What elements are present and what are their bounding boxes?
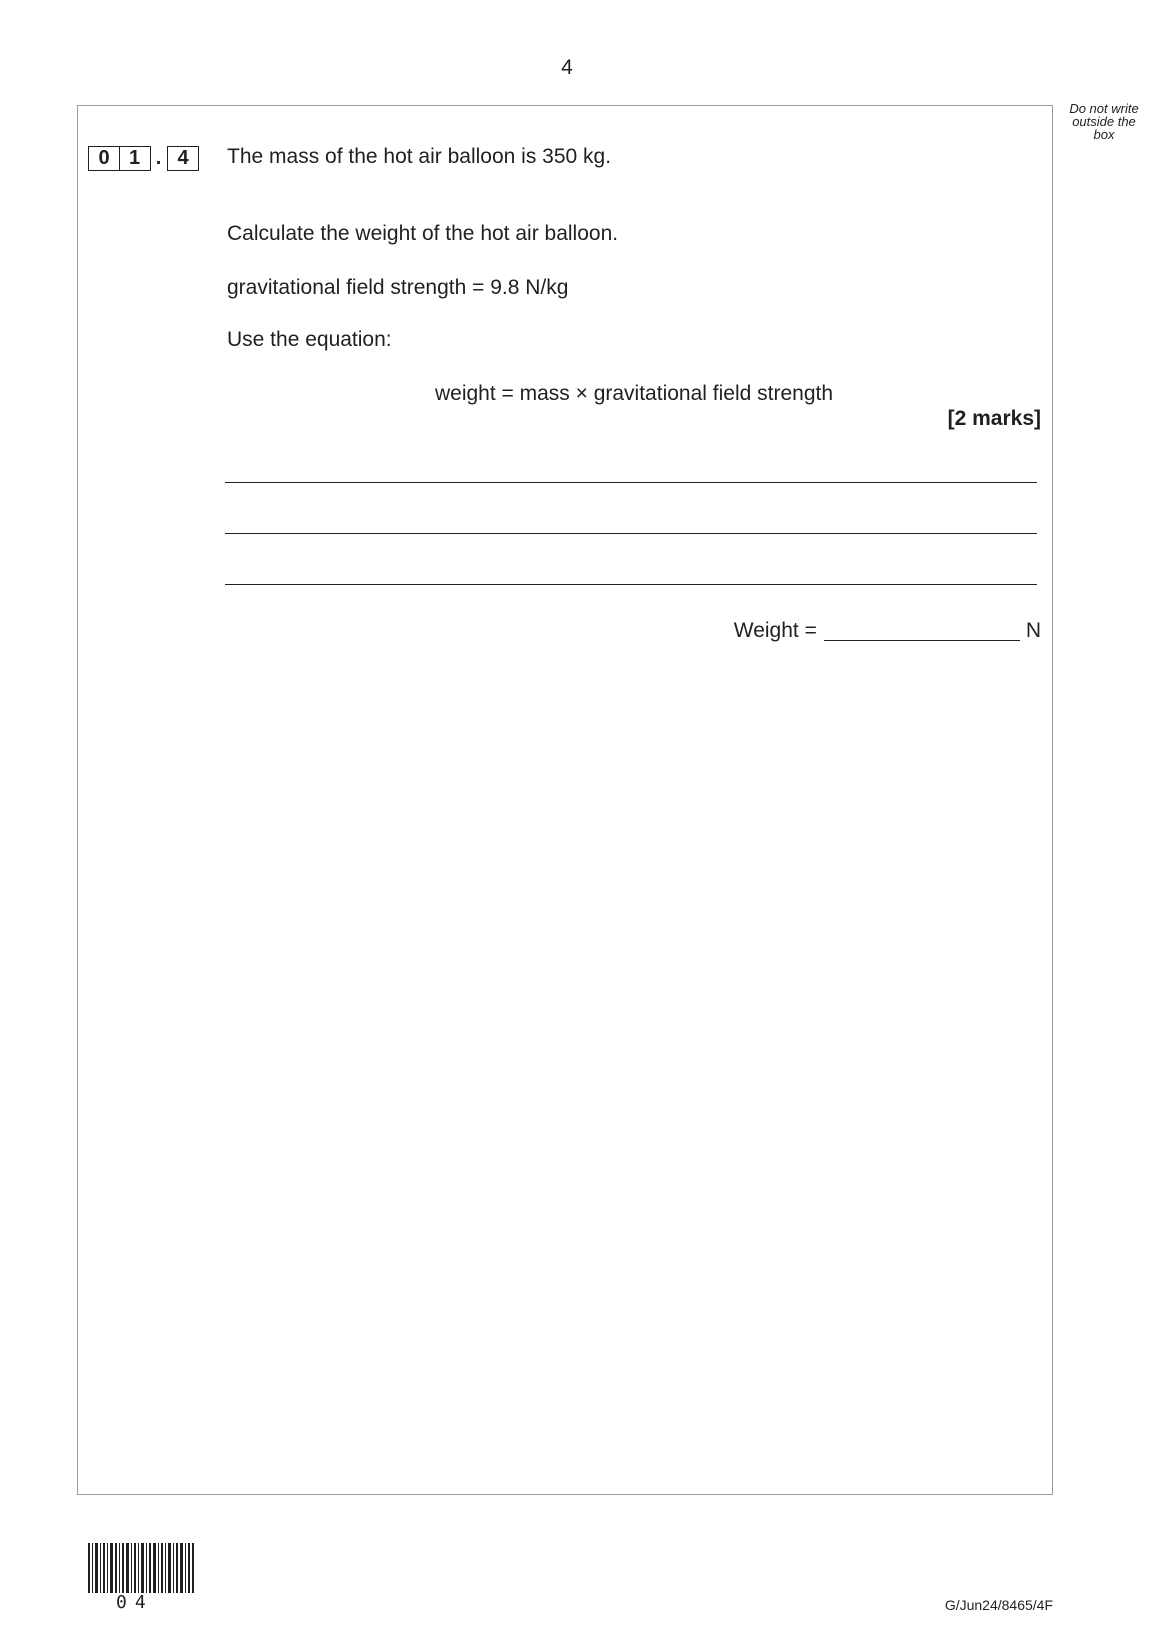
question-number-digit-1: 0 [88,146,120,171]
barcode-digits: 04 [116,1592,154,1613]
answer-label: Weight = [733,619,817,642]
question-stem: The mass of the hot air balloon is 350 kg. [227,145,612,168]
question-number-digit-3: 4 [167,146,199,171]
working-line-2[interactable] [225,533,1037,534]
answer-blank[interactable] [824,622,1020,641]
question-number-digit-2: 1 [119,146,151,171]
use-equation-label: Use the equation: [227,328,392,351]
given-value: gravitational field strength = 9.8 N/kg [227,276,569,299]
answer-box-border [77,105,1053,1495]
margin-note-line-3: box [1093,127,1115,142]
margin-note-line-1: Do not write [1069,101,1139,116]
paper-code: G/Jun24/8465/4F [944,1597,1053,1613]
question-number-separator: . [155,147,162,169]
answer-unit: N [1025,619,1041,642]
page-number: 4 [561,56,573,79]
equation: weight = mass × gravitational field strength [434,382,834,405]
barcode-icon [88,1543,194,1593]
marks-allocation: [2 marks] [947,407,1041,430]
working-line-3[interactable] [225,584,1037,585]
answer-row [734,619,1041,643]
question-number [88,145,198,172]
margin-note [1062,102,1146,141]
working-line-1[interactable] [225,482,1037,483]
question-instruction: Calculate the weight of the hot air balloon. [227,222,619,245]
margin-note-line-2: outside the [1072,114,1136,129]
